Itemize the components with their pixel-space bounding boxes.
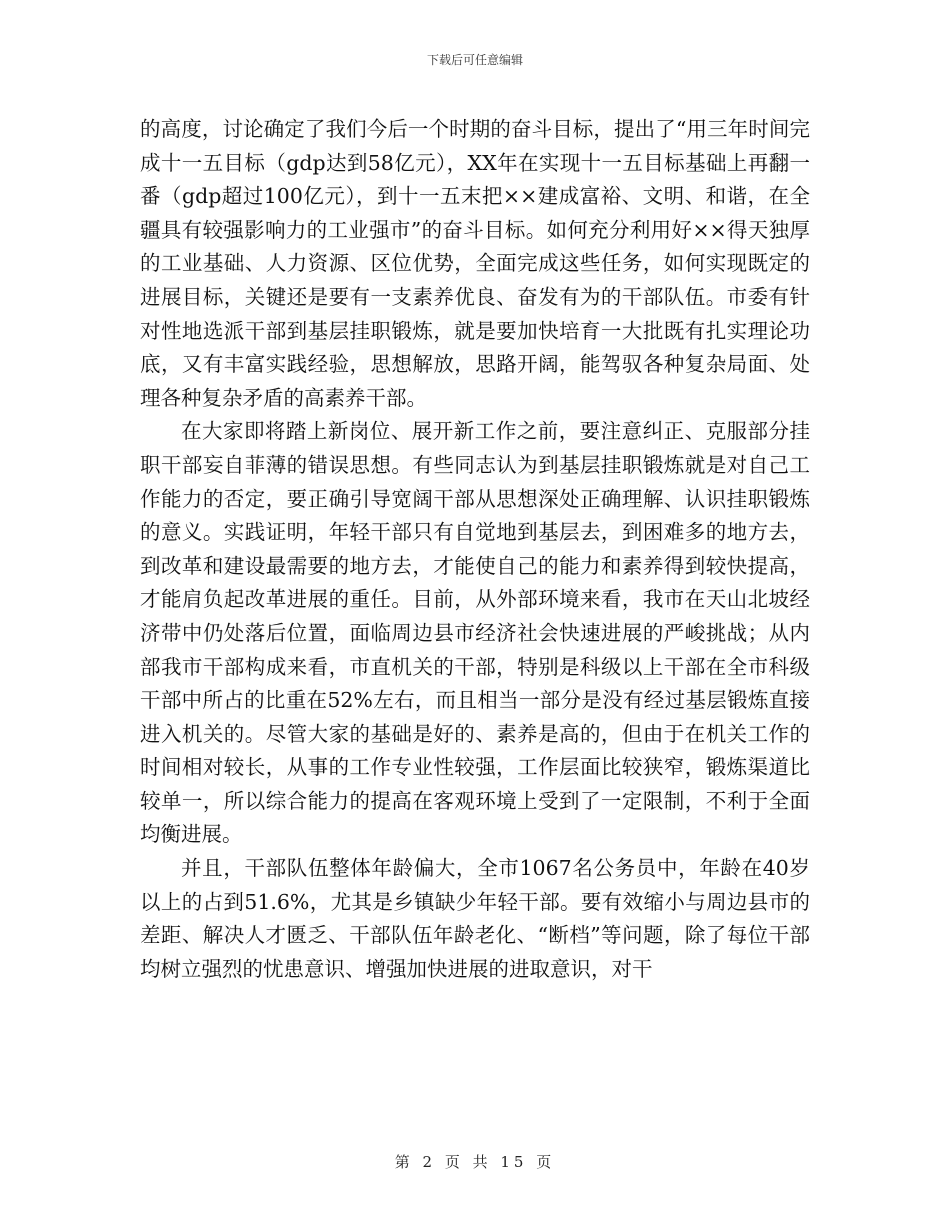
page-number-footer: 第 2 页 共 15 页 [394,1153,556,1171]
page-header: 下载后可任意编辑 [426,53,523,67]
paragraph-1: 的高度，讨论确定了我们今后一个时期的奋斗目标，提出了“用三年时间完成十一五目标（gdp达到58亿元），XX年在实现十一五目标基础上再翻一番（gdp超过100亿元），到十一五末把××建成富裕、文明、和谐，在全疆具有较强影响力的工业强市”的奋斗目标。如何充分利用好××得天独厚的工业基础、人力资源、区位优势，全面完成这些任务，如何实现既定的进展目标，关键还是要有一支素养优良、奋发有为的干部队伍。市委有针对性地选派干部到基层挂职锻炼，就是要加快培育一大批既有扎实理论功底，又有丰富实践经验，思想解放，思路开阔，能驾驭各种复杂局面、处理各种复杂矛盾的高素养干部。 [140,117,810,410]
paragraph-2: 在大家即将踏上新岗位、展开新工作之前，要注意纠正、克服部分挂职干部妄自菲薄的错误思想。有些同志认为到基层挂职锻炼就是对自己工作能力的否定，要正确引导宽阔干部从思想深处正确理解、认识挂职锻炼的意义。实践证明，年轻干部只有自觉地到基层去，到困难多的地方去，到改革和建设最需要的地方去，才能使自己的能力和素养得到较快提高，才能肩负起改革进展的重任。目前，从外部环境来看，我市在天山北坡经济带中仍处落后位置，面临周边县市经济社会快速进展的严峻挑战；从内部我市干部构成来看，市直机关的干部，特别是科级以上干部在全市科级干部中所占的比重在52%左右，而且相当一部分是没有经过基层锻炼直接进入机关的。尽管大家的基础是好的、素养是高的，但由于在机关工作的时间相对较长，从事的工作专业性较强，工作层面比较狭窄，锻炼渠道比较单一，所以综合能力的提高在客观环境上受到了一定限制，不利于全面均衡进展。 [140,419,810,847]
document-body [140,113,810,986]
paragraph-3: 并且，干部队伍整体年龄偏大，全市1067名公务员中，年龄在40岁以上的占到51.6%，尤其是乡镇缺少年轻干部。要有效缩小与周边县市的差距、解决人才匮乏、干部队伍年龄老化、“断档”等问题，除了每位干部均树立强烈的忧患意识、增强加快进展的进取意识，对干 [140,856,810,981]
